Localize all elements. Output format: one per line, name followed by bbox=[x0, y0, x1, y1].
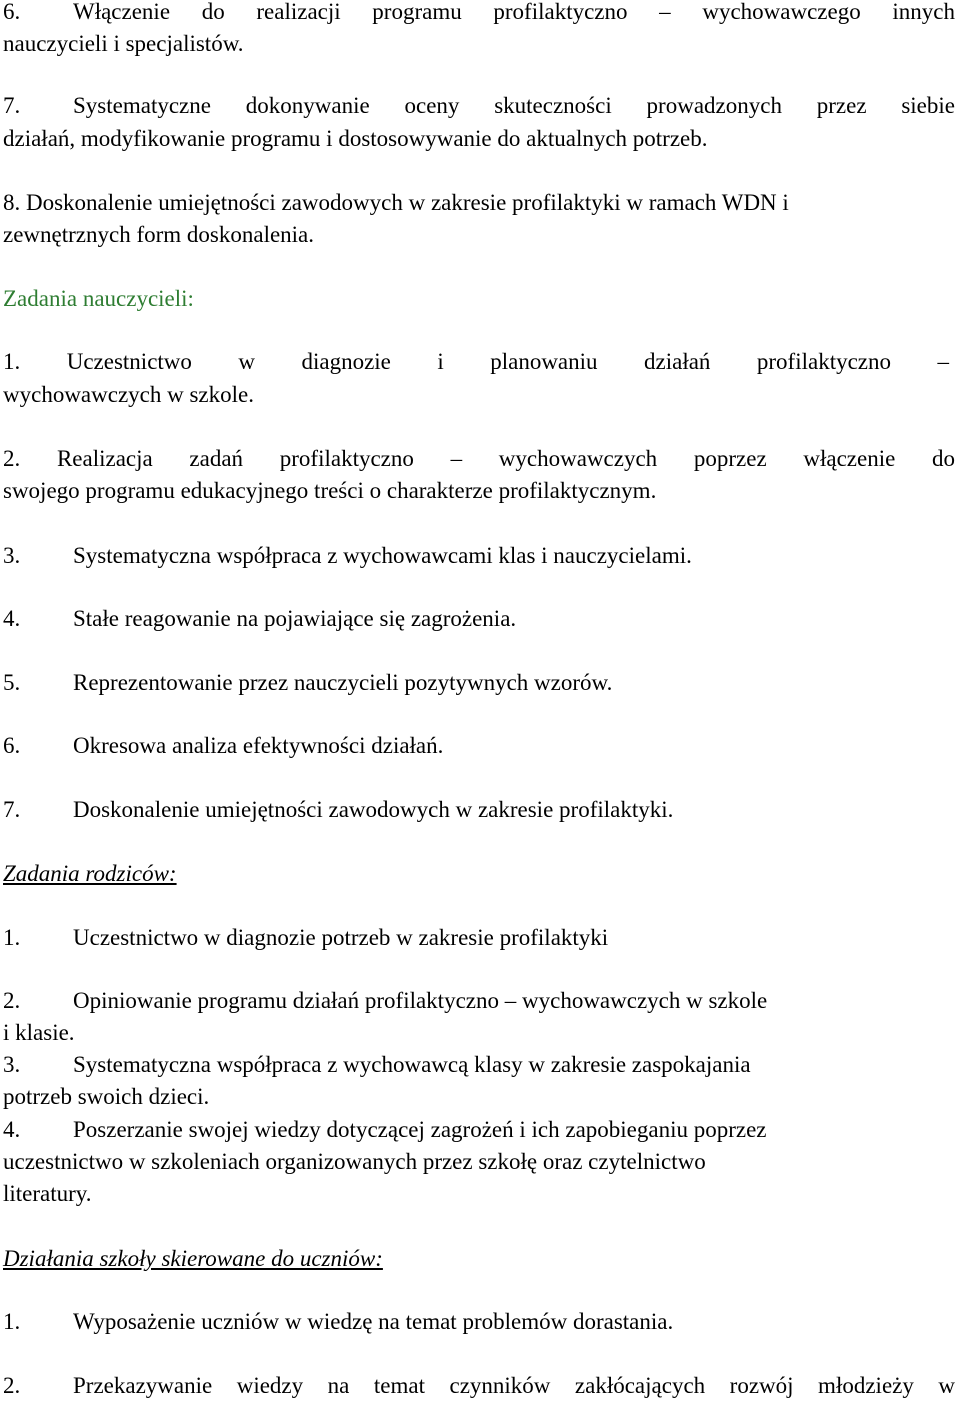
item-number: 7. bbox=[3, 93, 21, 118]
item-number: 3. bbox=[3, 543, 21, 568]
parent-task-3-line-2: potrzeb swoich dzieci. bbox=[3, 1084, 210, 1109]
item-number: 6. bbox=[3, 0, 21, 24]
parents-heading: Zadania rodziców: bbox=[3, 861, 177, 886]
teacher-task-7: 7. Doskonalenie umiejętności zawodowych w zakresie profilaktyki. bbox=[3, 795, 673, 825]
teacher-task-5: 5. Reprezentowanie przez nauczycieli pozytywnych wzorów. bbox=[3, 668, 612, 698]
item-number: 3. bbox=[3, 1052, 21, 1077]
item-number: 2. bbox=[3, 1373, 21, 1398]
parent-task-2-line-2: i klasie. bbox=[3, 1020, 75, 1045]
item-6-line-2: nauczycieli i specjalistów. bbox=[3, 31, 244, 56]
item-number: 1. bbox=[3, 1309, 21, 1334]
item-number: 5. bbox=[3, 670, 21, 695]
teacher-task-1-line-2: wychowawczych w szkole. bbox=[3, 382, 254, 407]
teachers-heading: Zadania nauczycieli: bbox=[3, 286, 194, 311]
teacher-task-6: 6. Okresowa analiza efektywności działań. bbox=[3, 731, 443, 761]
item-number: 6. bbox=[3, 733, 21, 758]
teacher-task-1-line-1: 1. Uczestnictwo w diagnozie i planowaniu działań profilaktyczno – bbox=[3, 349, 949, 374]
student-action-2: 2. Przekazywanie wiedzy na temat czynników zakłócających rozwój młodzieży w bbox=[3, 1371, 955, 1401]
parent-task-1: 1. Uczestnictwo w diagnozie potrzeb w zakresie profilaktyki bbox=[3, 923, 608, 953]
item-7-line-1: 7. Systematyczne dokonywanie oceny skuteczności prowadzonych przez siebie bbox=[3, 91, 955, 121]
parent-task-3-line-1: 3. Systematyczna współpraca z wychowawcą klasy w zakresie zaspokajania bbox=[3, 1050, 751, 1080]
teacher-task-3: 3. Systematyczna współpraca z wychowawcami klas i nauczycielami. bbox=[3, 541, 692, 571]
item-number: 4. bbox=[3, 1117, 21, 1142]
teacher-task-4: 4. Stałe reagowanie na pojawiające się zagrożenia. bbox=[3, 604, 516, 634]
item-number: 7. bbox=[3, 797, 21, 822]
parent-task-4-line-1: 4. Poszerzanie swojej wiedzy dotyczącej zagrożeń i ich zapobieganiu poprzez bbox=[3, 1115, 767, 1145]
parent-task-4-line-3: literatury. bbox=[3, 1181, 92, 1206]
student-action-1: 1. Wyposażenie uczniów w wiedzę na temat problemów dorastania. bbox=[3, 1307, 673, 1337]
item-number: 1. bbox=[3, 925, 21, 950]
item-number: 2. bbox=[3, 988, 21, 1013]
parent-task-2-line-1: 2. Opiniowanie programu działań profilaktyczno – wychowawczych w szkole bbox=[3, 986, 767, 1016]
parent-task-4-line-2: uczestnictwo w szkoleniach organizowanych przez szkołę oraz czytelnictwo bbox=[3, 1149, 706, 1174]
item-number: 4. bbox=[3, 606, 21, 631]
item-8-line-2: zewnętrznych form doskonalenia. bbox=[3, 222, 315, 247]
item-6-line-1: 6. Włączenie do realizacji programu profilaktyczno – wychowawczego innych bbox=[3, 0, 955, 27]
teacher-task-2-line-2: swojego programu edukacyjnego treści o charakterze profilaktycznym. bbox=[3, 478, 657, 503]
teacher-task-2-line-1: 2. Realizacja zadań profilaktyczno – wychowawczych poprzez włączenie do bbox=[3, 446, 955, 471]
item-8-line-1: 8. Doskonalenie umiejętności zawodowych w zakresie profilaktyki w ramach WDN i bbox=[3, 190, 789, 215]
students-heading: Działania szkoły skierowane do uczniów: bbox=[3, 1246, 383, 1271]
item-7-line-2: działań, modyfikowanie programu i dostosowywanie do aktualnych potrzeb. bbox=[3, 126, 708, 151]
